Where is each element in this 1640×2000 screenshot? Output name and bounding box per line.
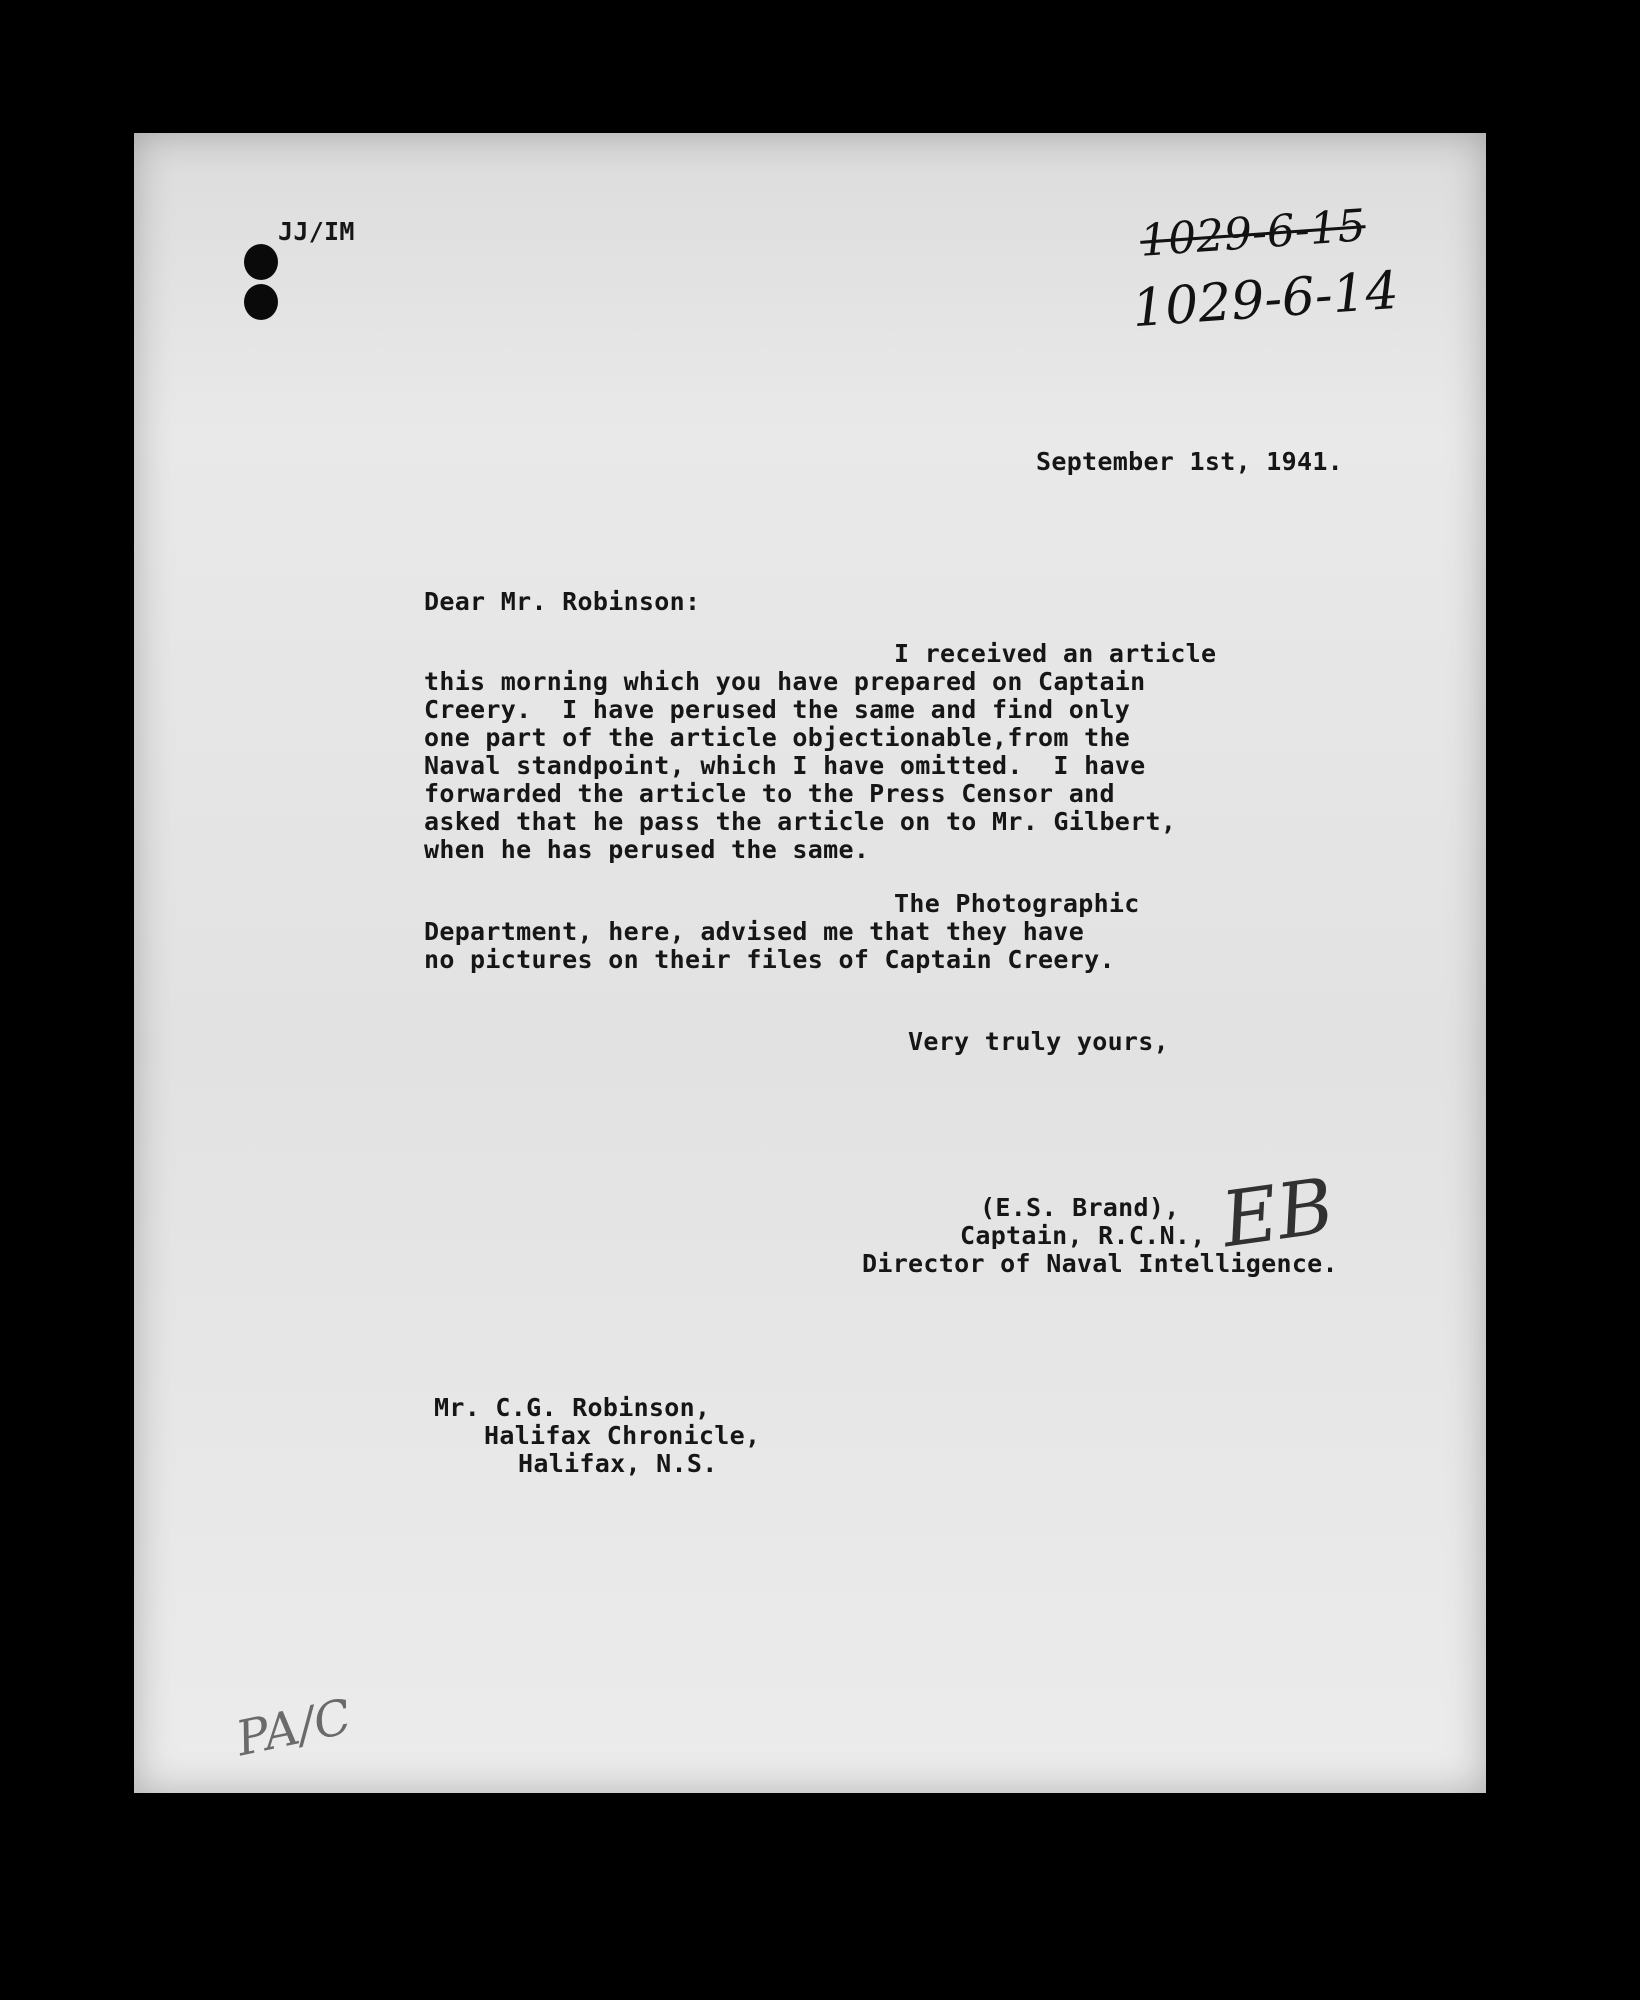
body-line: when he has perused the same. bbox=[424, 835, 870, 864]
body-line: I received an article bbox=[894, 639, 1217, 668]
signature-initials: EB bbox=[1216, 1160, 1339, 1265]
punch-hole-top bbox=[244, 244, 278, 280]
body-line: asked that he pass the article on to Mr. Gilbert, bbox=[424, 807, 1177, 836]
signer-name: (E.S. Brand), bbox=[980, 1193, 1180, 1222]
margin-note: PA/C bbox=[231, 1688, 357, 1768]
body-line: The Photographic bbox=[894, 889, 1140, 918]
recipient-city: Halifax, N.S. bbox=[518, 1449, 718, 1478]
signer-rank: Captain, R.C.N., bbox=[960, 1221, 1206, 1250]
body-line: one part of the article objectionable,from the bbox=[424, 723, 1131, 752]
closing: Very truly yours, bbox=[908, 1027, 1169, 1056]
recipient-organization: Halifax Chronicle, bbox=[484, 1421, 761, 1450]
body-line: Creery. I have perused the same and find only bbox=[424, 695, 1131, 724]
file-number-current: 1029-6-14 bbox=[1130, 260, 1401, 340]
recipient-name: Mr. C.G. Robinson, bbox=[434, 1393, 711, 1422]
body-line: forwarded the article to the Press Censor and bbox=[424, 779, 1115, 808]
body-line: this morning which you have prepared on Captain bbox=[424, 667, 1146, 696]
punch-hole-bottom bbox=[244, 284, 278, 320]
signer-title: Director of Naval Intelligence. bbox=[862, 1249, 1338, 1278]
body-line: no pictures on their files of Captain Creery. bbox=[424, 945, 1115, 974]
body-line: Department, here, advised me that they have bbox=[424, 917, 1085, 946]
reference-initials: JJ/IM bbox=[278, 217, 355, 246]
file-number-struck: 1029-6-15 bbox=[1138, 200, 1368, 267]
salutation: Dear Mr. Robinson: bbox=[424, 587, 701, 616]
letter-date: September 1st, 1941. bbox=[1036, 447, 1344, 476]
body-line: Naval standpoint, which I have omitted. I have bbox=[424, 751, 1146, 780]
